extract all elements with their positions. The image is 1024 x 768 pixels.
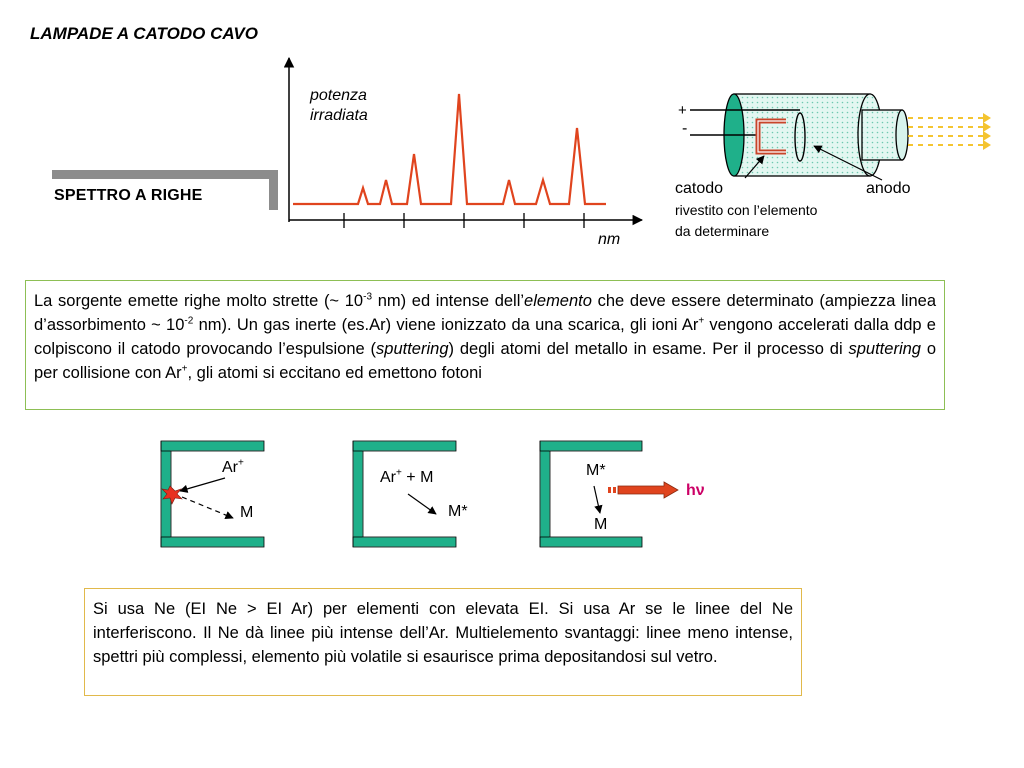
minus-terminal: -	[682, 120, 688, 137]
step2-reaction-label: Ar+ + M	[380, 467, 434, 486]
spectrum-ylabel	[310, 86, 368, 126]
cathode-label: catodo	[675, 180, 724, 197]
description-paragraph-2: Si usa Ne (EI Ne > EI Ar) per elementi con elevata EI. Si usa Ar se le linee del Ne interferiscono. Il Ne dà linee più intense dell’Ar. Multielemento svantaggi: linee meno intense, spettri più complessi, elemento più volatile si esaurisce prima depositandosi sul vetro.	[84, 588, 802, 696]
anode-label: anodo	[866, 180, 911, 197]
step1-cathode	[161, 441, 264, 547]
step1-atom-label: M	[240, 504, 254, 521]
spectrum-xlabel: nm	[598, 231, 621, 248]
step3-cathode	[540, 441, 678, 547]
plus-terminal: +	[678, 102, 687, 119]
photon-label: hν	[686, 482, 705, 499]
cathode-desc-line1: rivestito con l’elemento	[675, 202, 818, 218]
section-label-text: SPETTRO A RIGHE	[54, 187, 203, 204]
step3-excited-label: M*	[586, 462, 606, 479]
step2-cathode	[353, 441, 456, 547]
spectrum-ylabel-line1: potenza	[310, 87, 367, 104]
section-label	[52, 170, 278, 210]
step2-excited-label: M*	[448, 503, 468, 520]
cathode-desc-line2: da determinare	[675, 223, 770, 239]
page-title: LAMPADE A CATODO CAVO	[30, 24, 258, 43]
description-paragraph-1: La sorgente emette righe molto strette (~ $10^{-3}$ nm) ed intense dell’elemento che deve essere determinato (ampiezza linea d’assorbimento ~ $10^{-2}$ nm). Un gas inerte (es.Ar) viene ionizzato da una scarica, gli ioni Ar+ vengono accelerati dalla ddp e colpiscono il catodo provocando l’espulsione (sputtering) degli atomi del metallo in esame. Per il processo di sputtering o per collisione con Ar+, gli atomi si eccitano ed emettono fotoni	[25, 280, 945, 410]
spectrum-ylabel-line2: irradiata	[310, 107, 368, 124]
step3-ground-label: M	[594, 516, 608, 533]
label-bar-right	[269, 170, 278, 210]
hollow-cathode-lamp	[690, 94, 991, 180]
label-bar-top	[52, 170, 278, 179]
step1-ion-label: Ar+	[222, 457, 244, 476]
